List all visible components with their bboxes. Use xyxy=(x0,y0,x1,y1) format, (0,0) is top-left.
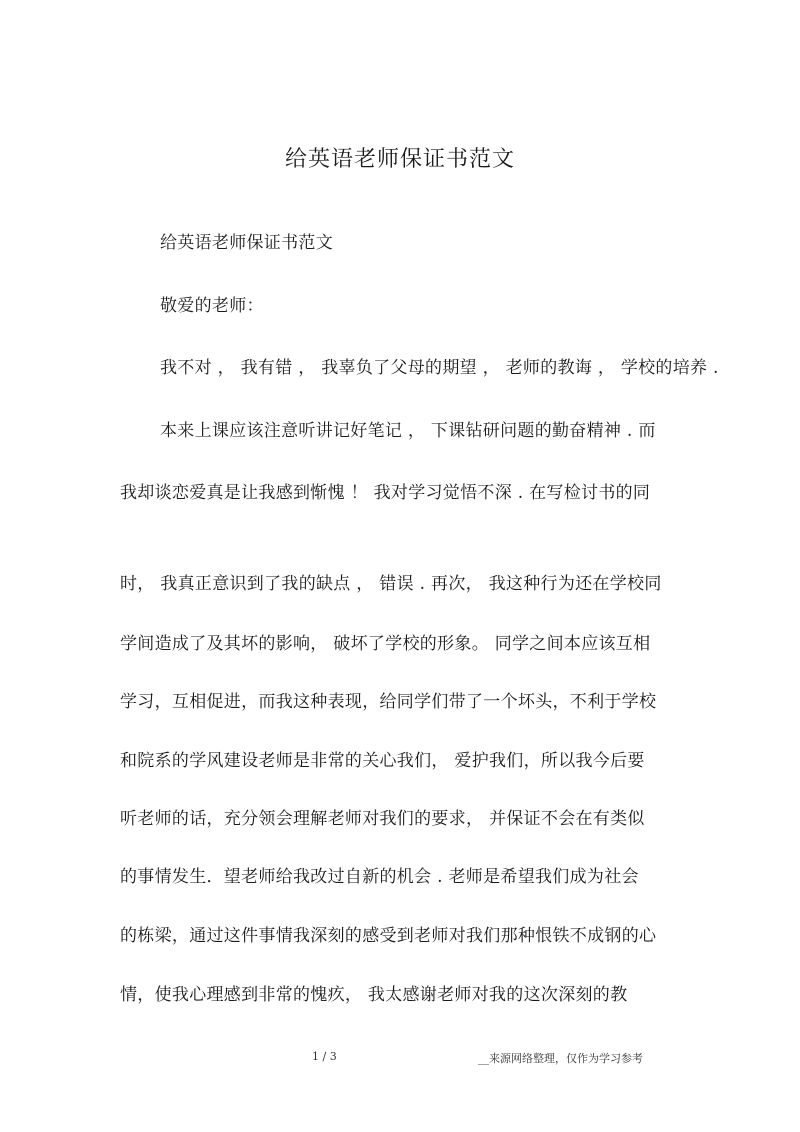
body-line: 时， 我真正意识到了我的缺点 ， 错误 . 再次， 我这种行为还在学校同 xyxy=(120,574,662,594)
document-title: 给英语老师保证书范文 xyxy=(284,147,515,172)
body-line: 情，使我心理感到非常的愧疚， 我太感谢老师对我的这次深刻的教 xyxy=(120,985,628,1005)
body-line: 学习，互相促进，而我这种表现，给同学们带了一个坏头，不利于学校 xyxy=(120,692,657,712)
body-line: 的栋梁，通过这件事情我深刻的感受到老师对我们那种恨铁不成钢的心 xyxy=(120,926,657,946)
body-line: 的事情发生．望老师给我改过自新的机会 . 老师是希望我们成为社会 xyxy=(120,867,639,887)
body-line: 学间造成了及其坏的影响， 破坏了学校的形象。 同学之间本应该互相 xyxy=(120,634,651,654)
body-line: 听老师的话，充分领会理解老师对我们的要求， 并保证不会在有类似 xyxy=(120,809,645,829)
source-note: __来源网络整理，仅作为学习参考 xyxy=(478,1052,643,1065)
body-line-salutation: 敬爱的老师： xyxy=(160,296,264,316)
body-line: 我却谈恋爱真是让我感到惭愧 ！ 我对学习觉悟不深 . 在写检讨书的同 xyxy=(120,483,651,503)
body-line: 和院系的学风建设老师是非常的关心我们， 爱护我们，所以我今后要 xyxy=(120,751,645,771)
body-line: 我不对 ， 我有错 ， 我辜负了父母的期望 ， 老师的教诲 ， 学校的培养 . xyxy=(160,358,719,378)
page-number: 1 / 3 xyxy=(312,1050,337,1063)
body-line: 本来上课应该注意听讲记好笔记 ， 下课钻研问题的勤奋精神 . 而 xyxy=(160,421,656,441)
body-line-heading: 给英语老师保证书范文 xyxy=(160,233,333,253)
